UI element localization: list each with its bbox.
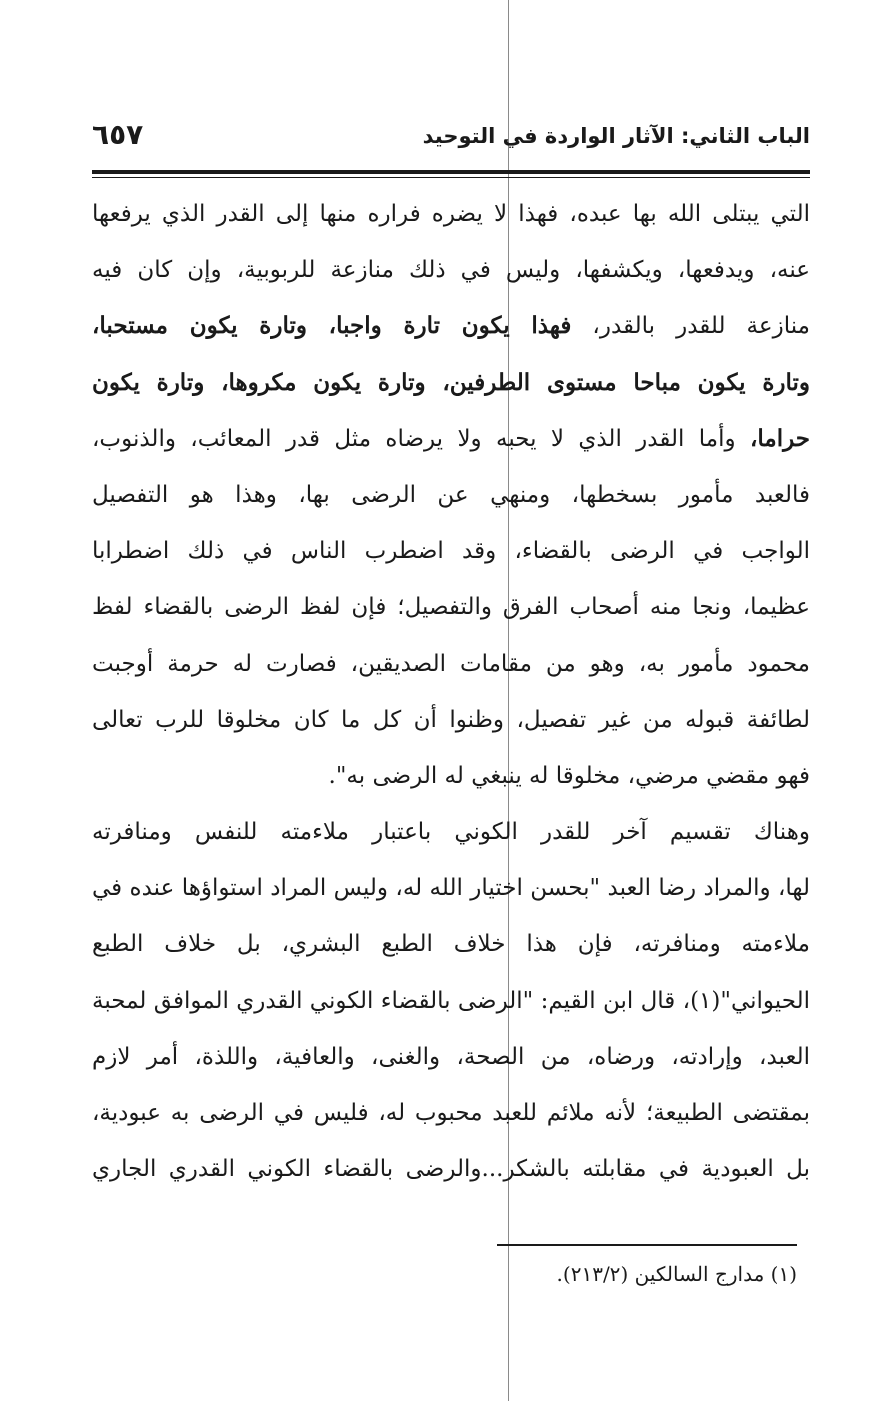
header-rule-thin: [92, 177, 810, 178]
text-line-5: [92, 411, 810, 467]
text-line-9: محمود مأمور به، وهو من مقامات الصديقين، فصارت له حرمة أوجبت: [92, 650, 810, 677]
text-line-3-regular: منازعة للقدر بالقدر،: [571, 313, 810, 340]
text-line-4: وتارة يكون مباحا مستوى الطرفين، وتارة يكون مكروها، وتارة يكون: [92, 368, 810, 396]
running-title: الباب الثاني: الآثار الواردة في التوحيد: [422, 124, 810, 148]
text-line-8: عظيما، ونجا منه أصحاب الفرق والتفصيل؛ فإن لفظ الرضى بالقضاء لفظ: [92, 594, 810, 621]
text-line-14: ملاءمته ومنافرته، فإن هذا خلاف الطبع البشري، بل خلاف الطبع: [92, 931, 810, 958]
text-line-3: [92, 298, 810, 354]
text-line-11: فهو مقضي مرضي، مخلوقا له ينبغي له الرضى به".: [328, 762, 810, 789]
text-line-1: التي يبتلى الله بها عبده، فهذا لا يضره فراره منها إلى القدر الذي يرفعها: [92, 201, 810, 227]
text-line-15: الحيواني"(١)، قال ابن القيم: "الرضى بالقضاء الكوني القدري الموافق لمحبة: [92, 987, 810, 1014]
text-line-6: فالعبد مأمور بسخطها، ومنهي عن الرضى بها، وهذا هو التفصيل: [92, 481, 810, 508]
page-header: [92, 118, 810, 162]
footnote: (١) مدارج السالكين (٢١٣/٢).: [556, 1262, 797, 1286]
body-text: [92, 186, 810, 1197]
text-line-3-bold: فهذا يكون تارة واجبا، وتارة يكون مستحبا،: [92, 312, 572, 340]
text-line-10: لطائفة قبوله من غير تفصيل، وظنوا أن كل ما كان مخلوقا للرب تعالى: [92, 706, 810, 733]
header-rule-thick: [92, 170, 810, 174]
text-line-18: بل العبودية في مقابلته بالشكر...والرضى بالقضاء الكوني القدري الجاري: [92, 1156, 810, 1183]
text-line-12: وهناك تقسيم آخر للقدر الكوني باعتبار ملاءمته للنفس ومنافرته: [92, 819, 810, 846]
text-line-5-bold: حراما،: [749, 424, 810, 452]
text-line-7: الواجب في الرضى بالقضاء، وقد اضطرب الناس في ذلك اضطرابا: [92, 538, 810, 565]
text-line-2: عنه، ويدفعها، ويكشفها، وليس في ذلك منازعة للربوبية، وإن كان فيه: [92, 257, 810, 284]
text-line-5-regular: وأما القدر الذي لا يحبه ولا يرضاه مثل قدر المعائب، والذنوب،: [92, 425, 750, 452]
text-line-17: بمقتضى الطبيعة؛ لأنه ملائم للعبد محبوب له، فليس في الرضى به عبودية،: [92, 1100, 810, 1126]
page-number: ٦٥٧: [92, 118, 144, 151]
text-line-16: العبد، وإرادته، ورضاه، من الصحة، والغنى، والعافية، واللذة، أمر لازم: [92, 1043, 810, 1070]
text-line-13: لها، والمراد رضا العبد "بحسن اختيار الله له، وليس المراد استواؤها عنده في: [92, 875, 810, 902]
footnote-rule: [497, 1244, 797, 1246]
